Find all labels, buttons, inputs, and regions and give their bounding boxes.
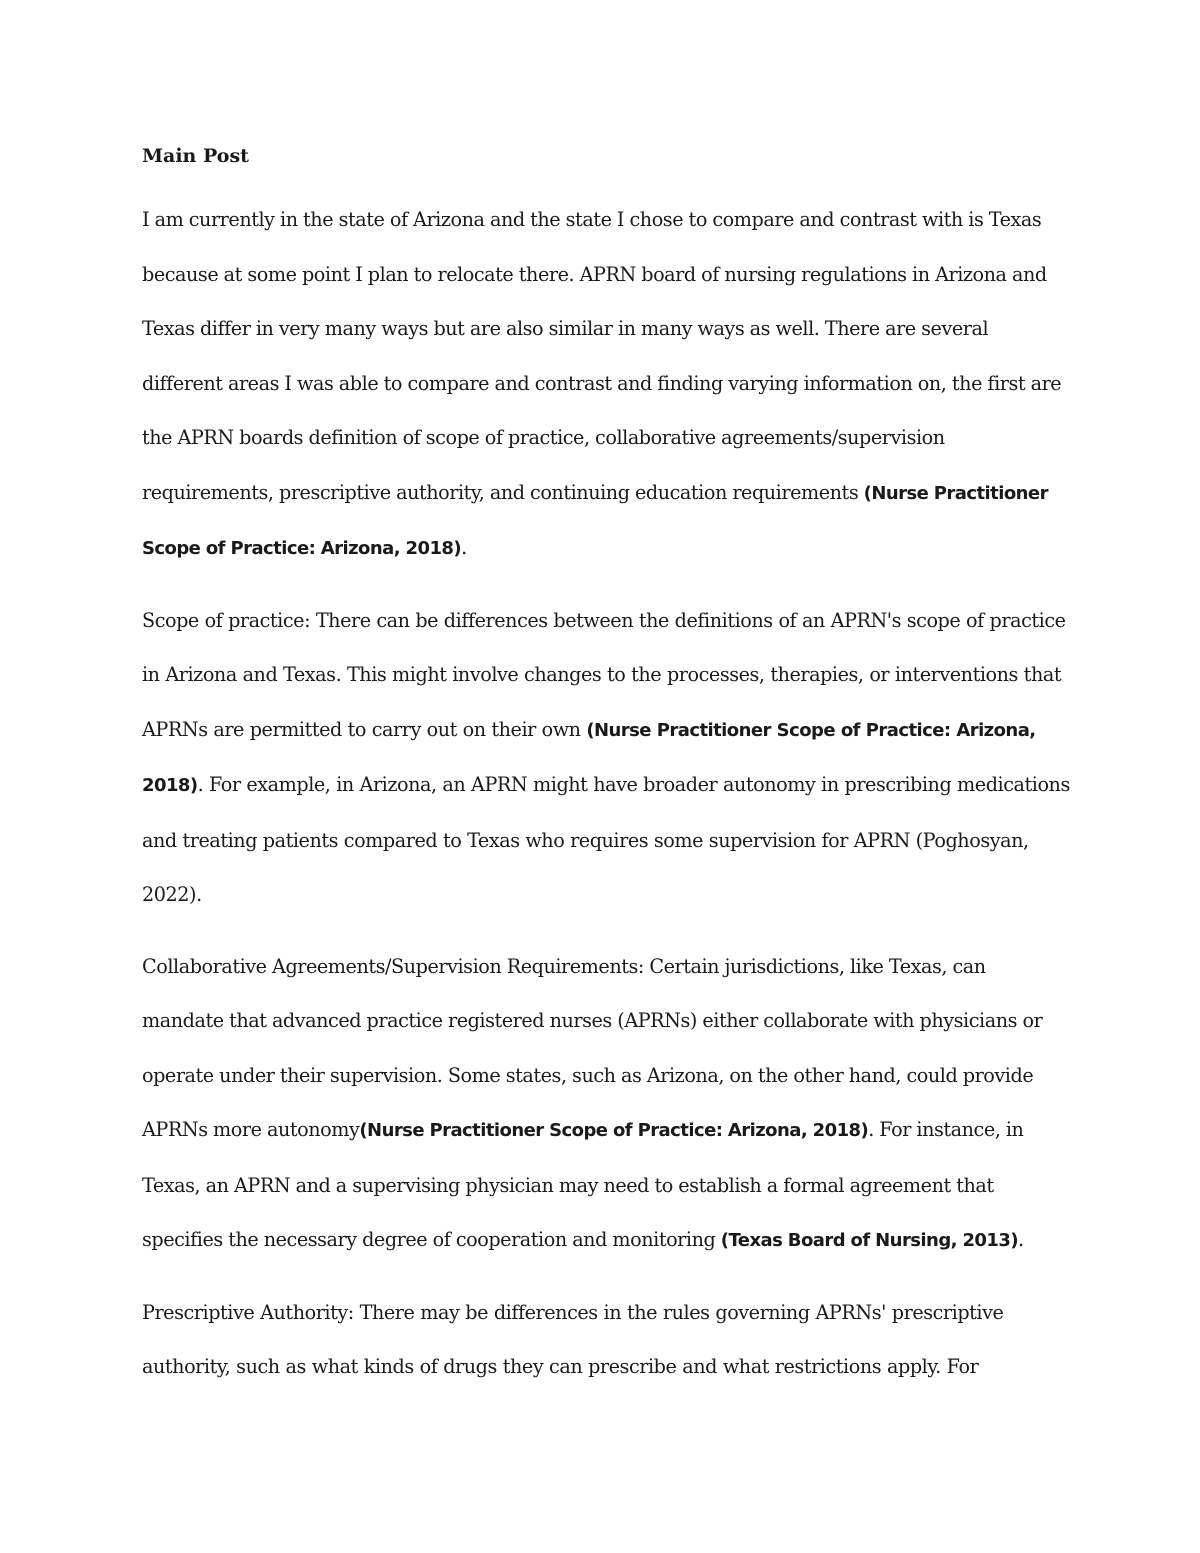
paragraph-prescriptive-authority	[142, 1286, 1072, 1395]
paragraph-collaborative-agreements	[142, 940, 1072, 1269]
paragraph-text: Prescriptive Authority: There may be differences in the rules governing APRNs' prescriptive authority, such as what kinds of drugs they can prescribe and what restrictions apply. For	[142, 1300, 1004, 1378]
paragraph-text: Scope of practice: There can be differences between the definitions of an APRN's scope of practice in Arizona and Texas. This might involve changes to the processes, therapies, or interventions that APRNs are permitted to carry out on their own	[142, 608, 1066, 741]
citation: (Nurse Practitioner Scope of Practice: Arizona, 2018)	[142, 719, 1036, 796]
post-title: Main Post	[142, 145, 249, 167]
paragraph-scope-of-practice	[142, 594, 1072, 923]
citation: (Texas Board of Nursing, 2013)	[720, 1230, 1019, 1251]
paragraph-text: Collaborative Agreements/Supervision Requirements: Certain jurisdictions, like Texas, can mandate that advanced practice registered nurses (APRNs) either collaborate with physicians or operate under their supervision. Some states, such as Arizona, on the other hand, could provide APRNs more autonomy	[142, 954, 1043, 1141]
citation: (Nurse Practitioner Scope of Practice: Arizona, 2018)	[142, 482, 1048, 559]
citation: (Nurse Practitioner Scope of Practice: Arizona, 2018)	[359, 1120, 869, 1141]
paragraph-intro	[142, 193, 1072, 577]
document-body	[142, 140, 1072, 1412]
paragraph-text: I am currently in the state of Arizona and the state I chose to compare and contrast with is Texas because at some point I plan to relocate there. APRN board of nursing regulations in Arizona and Texas differ in very many ways but are also similar in many ways as well. There are several different areas I was able to compare and contrast and finding varying information on, the first are the APRN boards definition of scope of practice, collaborative agreements/supervision requirements, prescriptive authority, and continuing education requirements	[142, 208, 1062, 504]
paragraph-text: .	[1018, 1228, 1024, 1251]
paragraph-text: . For example, in Arizona, an APRN might have broader autonomy in prescribing medications and treating patients compared to Texas who requires some supervision for APRN (Poghosyan, 2022).	[142, 773, 1070, 906]
paragraph-text: .	[461, 536, 467, 559]
paragraph-text: . For instance, in Texas, an APRN and a supervising physician may need to establish a formal agreement that specifies the necessary degree of cooperation and monitoring	[142, 1118, 1024, 1251]
